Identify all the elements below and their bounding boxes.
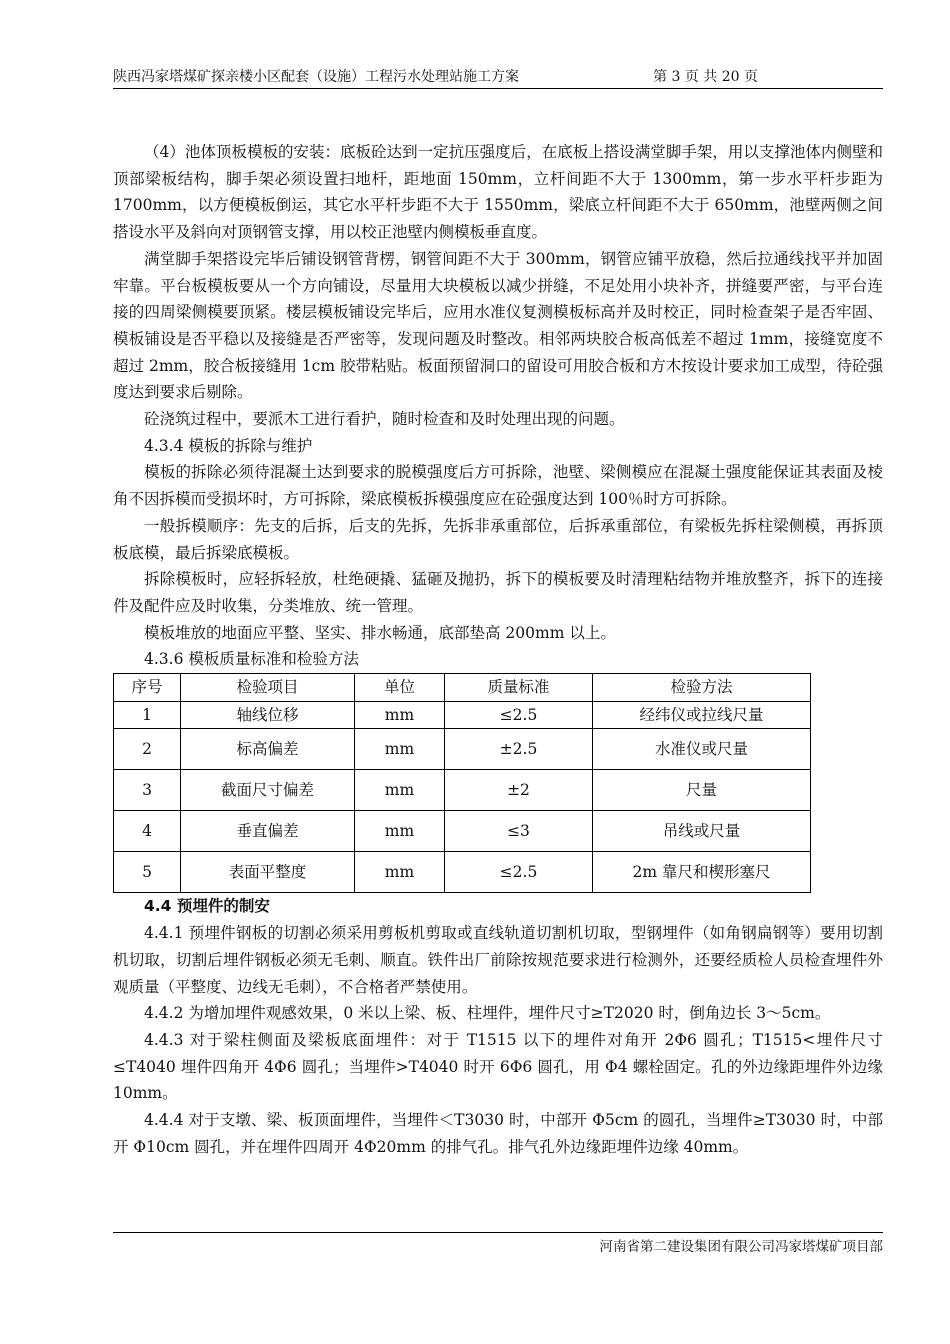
paragraph: 满堂脚手架搭设完毕后铺设钢管背楞，钢管间距不大于 300mm，钢管应铺平放稳，然后拉通线找平并加固牢靠。平台板模板要从一个方向铺设，尽量用大块模板以减少拼缝，不足处用小块补齐，拼缝要严密，与平台连接的四周梁侧模要顶紧。楼层模板铺设完毕后，应用水准仪复测模板标高并及时校正，同时检查架子是否牢固、模板铺设是否平稳以及接缝是否严密等，发现问题及时整改。相邻两块胶合板高低差不超过 1mm，接缝宽度不超过 2mm，胶合板接缝用 1cm 胶带粘贴。板面预留洞口的留设可用胶合板和方木按设计要求加工成型，待砼强度达到要求后剔除。 (113, 249, 883, 402)
table-caption: 4.3.6 模板质量标准和检验方法 (144, 650, 359, 669)
paragraph: 一般拆模顺序：先支的后拆，后支的先拆，先拆非承重部位，后拆承重部位，有梁板先拆柱梁侧模，再拆顶板底模，最后拆梁底模板。 (113, 516, 883, 562)
page-header (113, 62, 883, 89)
table-cell: 2m 靠尺和楔形塞尺 (593, 852, 811, 893)
section-heading: 4.4 预埋件的制安 (144, 897, 270, 916)
table-cell: ±2.5 (445, 729, 593, 770)
paragraph: （4）池体顶板模板的安装：底板砼达到一定抗压强度后，在底板上搭设满堂脚手架，用以支撑池体内侧壁和顶部梁板结构，脚手架必须设置扫地杆，距地面 150mm，立杆间距不大于 1300mm，第一步水平杆步距为 1700mm，以方便模板倒运，其它水平杆步距不大于 1550mm，梁底立杆间距不大于 650mm，池壁两侧之间搭设水平及斜向对顶钢管支撑，用以校正池壁内侧模板垂直度。 (113, 143, 883, 242)
table-row (114, 811, 811, 852)
paragraph: 模板的拆除必须待混凝土达到要求的脱模强度后方可拆除，池壁、梁侧模应在混凝土强度能保证其表面及棱角不因拆模而受损坏时，方可拆除，梁底模板拆模强度应在砼强度达到 100％时方可拆除。 (113, 463, 883, 509)
table-cell: 轴线位移 (181, 701, 355, 729)
table-row (114, 729, 811, 770)
table-cell: mm (355, 770, 445, 811)
page-number: 第 3 页 共 20 页 (653, 69, 758, 85)
document-body (113, 139, 883, 1161)
table-cell: mm (355, 811, 445, 852)
table-cell: 2 (114, 729, 181, 770)
page-footer (113, 1232, 883, 1255)
table-cell: ±2 (445, 770, 593, 811)
paragraph: 4.4.2 为增加埋件观感效果，0 米以上梁、板、柱埋件，埋件尺寸≥T2020 时，倒角边长 3～5cm。 (144, 1004, 831, 1023)
table-cell: 4 (114, 811, 181, 852)
table-cell: 垂直偏差 (181, 811, 355, 852)
paragraph: 模板堆放的地面应平整、坚实、排水畅通，底部垫高 200mm 以上。 (144, 623, 616, 642)
table-cell: mm (355, 852, 445, 893)
paragraph: 4.4.1 预埋件钢板的切割必须采用剪板机剪取或直线轨道切割机切取，型钢埋件（如角钢扁钢等）要用切割机切取，切割后埋件钢板必须无毛刺、顺直。铁件出厂前除按规范要求进行检测外，还要经质检人员检查埋件外观质量（平整度、边线无毛刺），不合格者严禁使用。 (113, 924, 883, 996)
table-header-cell: 检验方法 (593, 674, 811, 702)
table-cell: ≤3 (445, 811, 593, 852)
table-header-cell: 检验项目 (181, 674, 355, 702)
subsection-heading: 4.3.4 模板的拆除与维护 (144, 436, 313, 455)
paragraph: 4.4.3 对于梁柱侧面及梁板底面埋件：对于 T1515 以下的埋件对角开 2Φ6 圆孔；T1515<埋件尺寸≤T4040 埋件四角开 4Φ6 圆孔；当埋件>T4040 时开 6Φ6 圆孔，用 Φ4 螺栓固定。孔的外边缘距埋件外边缘 10mm。 (113, 1030, 883, 1103)
table-cell: 1 (114, 701, 181, 729)
table-header-cell: 序号 (114, 674, 181, 702)
table-cell: 3 (114, 770, 181, 811)
table-cell: 水准仪或尺量 (593, 729, 811, 770)
table-cell: 标高偏差 (181, 729, 355, 770)
table-cell: mm (355, 729, 445, 770)
table-header-cell: 质量标准 (445, 674, 593, 702)
table-cell: mm (355, 701, 445, 729)
table-cell: 表面平整度 (181, 852, 355, 893)
quality-standard-table (113, 673, 811, 893)
paragraph: 拆除模板时，应轻拆轻放，杜绝硬撬、猛砸及抛扔，拆下的模板要及时清理粘结物并堆放整齐，拆下的连接件及配件应及时收集，分类堆放、统一管理。 (113, 570, 883, 615)
table-cell: 5 (114, 852, 181, 893)
document-title: 陕西冯家塔煤矿探亲楼小区配套（设施）工程污水处理站施工方案 (113, 69, 519, 85)
table-row (114, 770, 811, 811)
table-row (114, 701, 811, 729)
table-cell: 吊线或尺量 (593, 811, 811, 852)
paragraph: 砼浇筑过程中，要派木工进行看护，随时检查和及时处理出现的问题。 (144, 410, 625, 429)
table-cell: 尺量 (593, 770, 811, 811)
table-header-cell: 单位 (355, 674, 445, 702)
table-cell: ≤2.5 (445, 852, 593, 893)
table-cell: 经纬仪或拉线尺量 (593, 701, 811, 729)
table-cell: ≤2.5 (445, 701, 593, 729)
table-row (114, 852, 811, 893)
company-name: 河南省第二建设集团有限公司冯家塔煤矿项目部 (599, 1239, 883, 1255)
paragraph: 4.4.4 对于支墩、梁、板顶面埋件，当埋件＜T3030 时，中部开 Φ5cm 的圆孔，当埋件≥T3030 时，中部开 Φ10cm 圆孔，并在埋件四周开 4Φ20mm 的排气孔。排气孔外边缘距埋件边缘 40mm。 (113, 1111, 883, 1156)
table-header-row (114, 674, 811, 702)
table-cell: 截面尺寸偏差 (181, 770, 355, 811)
